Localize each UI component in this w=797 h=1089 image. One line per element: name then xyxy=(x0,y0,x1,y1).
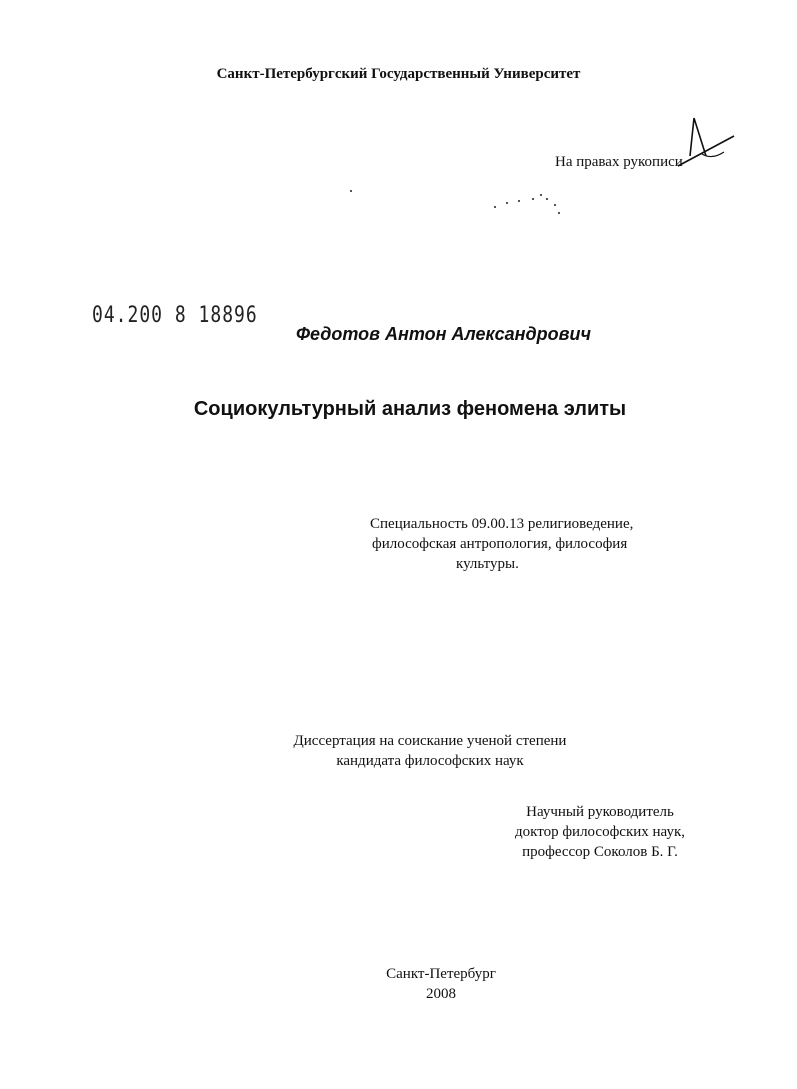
year: 2008 xyxy=(426,986,456,1002)
specialty-block xyxy=(360,514,680,574)
degree-block xyxy=(250,731,610,771)
specialty-line: культуры. xyxy=(456,556,519,572)
signature-mark xyxy=(672,110,742,180)
dissertation-title: Социокультурный анализ феномена элиты xyxy=(193,398,627,420)
supervisor-line: профессор Соколов Б. Г. xyxy=(522,844,678,860)
author-name: Федотов Антон Александрович xyxy=(295,324,591,344)
supervisor-block xyxy=(490,802,710,862)
supervisor-line: Научный руководитель xyxy=(526,804,674,820)
scan-specks xyxy=(480,186,570,216)
scan-speck xyxy=(350,190,352,192)
city: Санкт-Петербург xyxy=(386,966,496,982)
specialty-line: философская антропология, философия xyxy=(372,536,628,552)
degree-line: кандидата философских наук xyxy=(336,753,524,769)
place-and-year xyxy=(341,964,541,1004)
specialty-line: Специальность 09.00.13 религиоведение, xyxy=(370,516,634,532)
catalog-number: 04.200 8 18896 xyxy=(92,302,258,329)
supervisor-line: доктор философских наук, xyxy=(515,824,685,840)
manuscript-note: На правах рукописи xyxy=(555,154,683,170)
university-name: Санкт-Петербургский Государственный Университет xyxy=(216,66,581,82)
degree-line: Диссертация на соискание ученой степени xyxy=(293,733,567,749)
